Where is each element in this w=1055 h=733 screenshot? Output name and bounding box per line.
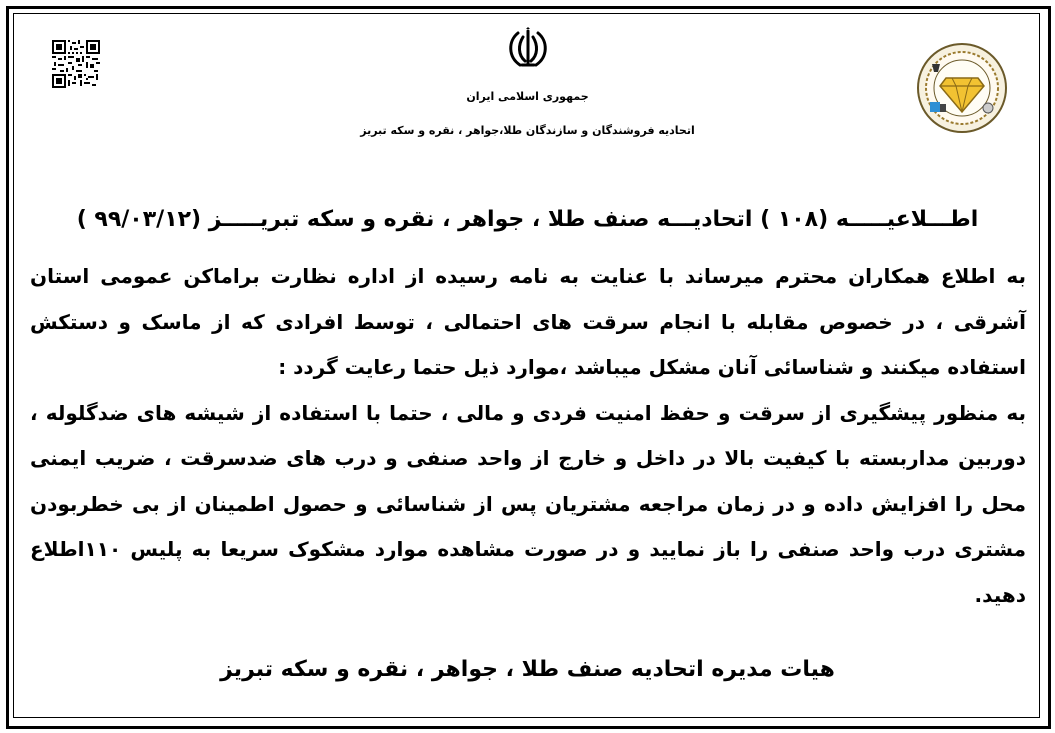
union-seal-icon [916,42,1008,134]
notice-paragraph-2: به منظور پیشگیری از سرقت و حفظ امنیت فردی و مالی ، حتما با استفاده از شیشه های ضدگلوله ، دوربین مداربسته با کیفیت بالا در داخل و خارج از واحد صنفی و درب های ضدسرقت ، ضریب ایمنی محل را افزایش داده و در زمان مراجعه مشتریان پس از شناسائی و حصول اطمینان از بی خطربودن مشتری درب واحد صنفی را باز نمایید و در صورت مشاهده موارد مشکوک سریعا به پلیس ۱۱۰اطلاع دهید. [30,400,1026,607]
notice-paragraph-1: به اطلاع همکاران محترم میرساند با عنایت به نامه رسیده از اداره نظارت براماکن عمومی استان آشرقی ، در خصوص مقابله با انجام سرقت های احتمالی ، توسط افرادی که از ماسک و دستکش استفاده میکنند و شناسائی آنان مشکل میباشد ،موارد ذیل حتما رعایت گردد : [30,264,1026,379]
notice-title: اطـــلاعیـــــه (۱۰۸ ) اتحادیـــه صنف طلا ، جواهر ، نقره و سکه تبریـــــز (۹۹/۰۳/۱۲ ) [76,207,979,232]
union-name: اتحادیه فروشندگان و سازندگان طلا،جواهر ، نقره و سکه تبریز [360,124,695,137]
signature-line: هیات مدیره اتحادیه صنف طلا ، جواهر ، نقره و سکه تبریز [220,657,835,682]
qr-code-icon [52,40,100,88]
republic-label: جمهوری اسلامی ایران [466,90,589,103]
notice-body [30,254,1026,618]
iran-emblem-icon [504,27,552,71]
